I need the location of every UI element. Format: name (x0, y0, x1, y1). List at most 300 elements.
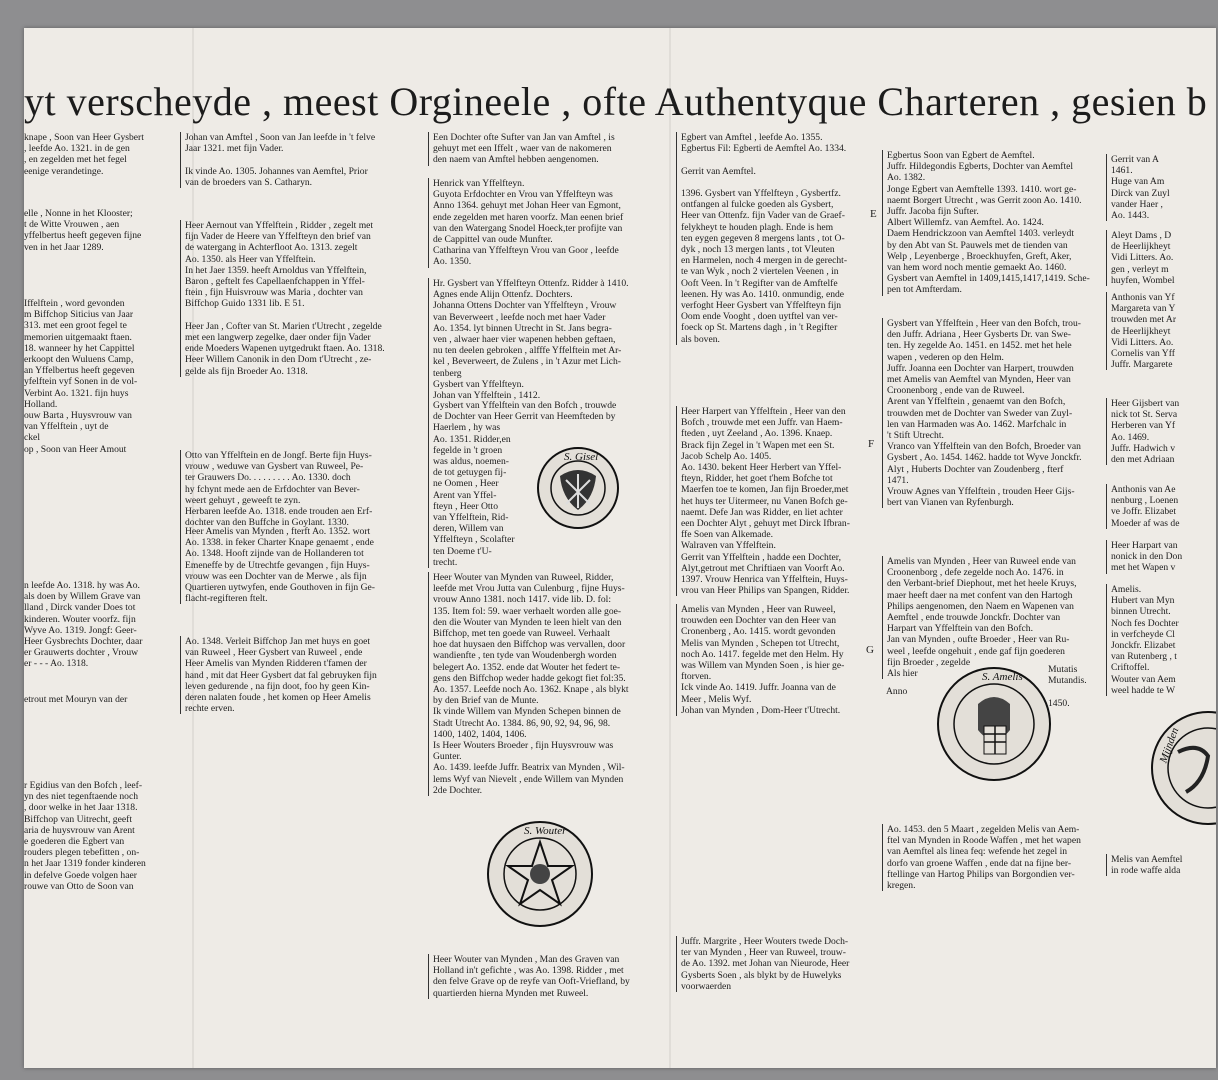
text-line: Ao. 1443. (1111, 210, 1150, 222)
text-line: Huge van Am (1111, 176, 1165, 188)
text-line: In het Jaer 1359. heeft Arnoldus van Yffelftein, (185, 264, 367, 276)
text-line: Johanna Ottens Dochter van Yffelfteyn , Vrouw (433, 300, 617, 312)
text-line: Juffr. Margrite , Heer Wouters twede Doch- (681, 936, 849, 947)
text-line: met Amelis van Aemftel van Mynden, Heer van (887, 374, 1071, 386)
text-line: Dirck van Zuyl (1111, 187, 1170, 199)
text-line: Wyve Ao. 1319. Jongf: Geer- (24, 624, 137, 636)
text-line: Amelis van Mynden , Heer van Ruweel ende van (887, 556, 1076, 567)
text-line: Juffr. Hadwich v (1111, 442, 1176, 454)
text-line: Noch fes Dochter (1111, 617, 1179, 629)
text-line: Vranco van Yffelftein van den Bofch, Broeder van (887, 441, 1081, 453)
text-block (676, 936, 873, 992)
text-line: Heer Aernout van Yffelftein , Ridder , zegelt met (185, 220, 374, 231)
text-line: Vidi Litters. Ao. (1111, 336, 1174, 348)
text-line: leenen. Hy was Ao. 1410. onmundig, ende (681, 288, 845, 300)
text-line: Gysbert , Ao. 1454. 1462. hadde tot Wyve Jonckfr. (887, 452, 1082, 464)
text-line: den met Adriaan (1111, 454, 1175, 466)
text-line: dyk , noch 13 mergen lants , tot Vleuten (681, 244, 835, 256)
text-line: Heer Gijsbert van (1111, 398, 1180, 409)
svg-text:Mijnden: Mijnden (1157, 726, 1182, 765)
text-line: e goederen die Egbert van (24, 836, 125, 848)
text-line: Margareta van Y (1111, 303, 1176, 315)
text-line: yffelbertus heeft gegeven fijne (24, 230, 142, 242)
text-line: hand , mit dat Heer Gysbert dat fal gebruyken fijn (185, 669, 377, 681)
text-line: den die Wouter van Mynden te leen hielt van den (433, 616, 622, 628)
text-line: Jonckfr. Elizabet (1111, 640, 1176, 652)
text-line: ontfangen al fulcke goeden als Gysbert, (681, 199, 834, 211)
text-line: nonick in den Don (1111, 551, 1183, 563)
text-block (1106, 154, 1216, 221)
text-line: Bofch , trouwde met een Juffr. van Haem- (681, 417, 843, 429)
text-line: Croonenborg , defe zegelde noch Ao. 1476. in (887, 567, 1064, 579)
text-line: by den Brief van de Munte. (433, 695, 539, 707)
text-line: Aemftel , ende trouwde Jonckfr. Dochter van (887, 612, 1061, 624)
text-line: ende zegelden met haren voorfz. Man eenen brief (433, 211, 624, 223)
text-line: de Heerlijkheyt (1111, 325, 1171, 337)
text-line: met een langwerp zegelke, daer onder fijn Vader (185, 332, 371, 344)
text-line: nenburg , Loenen (1111, 495, 1179, 507)
svg-text:S. Wouter: S. Wouter (524, 825, 567, 837)
text-line: Is Heer Wouters Broeder , fijn Huysvrouw was (433, 740, 614, 752)
text-line: vander Haer , (1111, 198, 1163, 210)
text-line: Als hier (887, 668, 918, 680)
text-line: Moeder af was de (1111, 517, 1180, 529)
text-line: er - - - Ao. 1318. (24, 658, 89, 670)
text-line: erkoopt den Wuluens Camp, (24, 354, 134, 366)
text-line: Guyota Erfdochter en Vrou van Yffelfteyn was (433, 189, 613, 201)
text-line: Amelis van Mynden , Heer van Ruweel, (681, 604, 836, 615)
text-block (428, 278, 663, 401)
text-line: hy fchynt mede aen de Erfdochter van Bever- (185, 483, 360, 495)
text-line: Heer Harpert van Yffelftein , Heer van den (681, 406, 846, 417)
text-line: huyfen, Wombel (1111, 274, 1175, 286)
text-line: den Verbant-brief Diephout, met het heele Kruys, (887, 578, 1077, 590)
text-block (24, 208, 166, 253)
text-line: Gunter. (433, 751, 462, 763)
text-line: van de broeders van S. Catharyn. (185, 176, 313, 188)
text-line: Ooft Veen. In 't Regifter van de Amftelfe (681, 277, 838, 289)
text-line: 1397. Vrouw Henrica van Yffelftein, Huys- (681, 574, 848, 586)
text-line: aria de huysvrouw van Arent (24, 824, 135, 836)
text-line: van hem word noch mentie gemaekt Ao. 1460. (887, 262, 1067, 274)
text-line: 2de Dochter. (433, 784, 483, 796)
margin-letter: E (870, 208, 877, 220)
text-line: gehuyt met een Iffelt , waer van de nakomeren (433, 143, 612, 155)
text-line: fijn Vader de Heere van Yffelfteyn den brief van (185, 231, 371, 243)
text-line: trouwden een Dochter van den Heer van (681, 615, 837, 627)
text-line: Iffelftein , word gevonden (24, 298, 125, 309)
text-line: van Rutenberg , t (1111, 651, 1177, 663)
text-line: Ao. 1350. als Heer van Yffelftein. (185, 253, 316, 265)
text-line: Ao. 1439. leefde Juffr. Beatrix van Mynden , Wil- (433, 762, 625, 774)
text-line: ve Joffr. Elizabet (1111, 506, 1177, 518)
text-line: vrouw , weduwe van Gysbert van Ruweel, Pe- (185, 461, 364, 473)
text-line: was aldus, noemen- (433, 456, 509, 468)
text-block (180, 450, 421, 528)
text-line: kel , Beverweert, de Zulens , in 't Azur met Lich- (433, 356, 621, 368)
text-line: de Ao. 1392. met Johan van Nieurode, Heer (681, 958, 850, 970)
text-line: 1396. Gysbert van Yffelfteyn , Gysbertfz. (681, 188, 841, 200)
text-line (185, 154, 421, 165)
text-block (1106, 484, 1216, 529)
text-line: Anthonis van Yf (1111, 292, 1175, 303)
text-line: Holland in't gefichte , was Ao. 1398. Ridder , met (433, 965, 624, 977)
text-block (676, 406, 873, 596)
text-line: den Juffr. Adriana , Heer Gysberts Dr. van Swe- (887, 329, 1071, 341)
text-block (1106, 854, 1216, 876)
text-line: elle , Nonne in het Klooster; (24, 208, 133, 219)
text-line: Hubert van Myn (1111, 595, 1175, 607)
text-block (428, 572, 663, 796)
text-line: Maerfen toe te komen, Jan fijn Broeder,met (681, 484, 849, 496)
text-line: Ao. 1357. Leefde noch Ao. 1362. Knape , als blykt (433, 684, 629, 696)
text-line: Ik vinde Willem van Mynden Schepen binnen de (433, 706, 621, 718)
text-block (882, 150, 1107, 296)
text-line: Gysbert van Yffelftein van den Bofch , trouwde (433, 400, 617, 411)
text-line: Verbint Ao. 1321. fijn huys (24, 387, 129, 399)
text-line: dorfo van groene Waffen , ende dat na fijne ber- (887, 857, 1072, 869)
text-line: Gerrit van Yffelftein , hadde een Dochter, (681, 551, 841, 563)
text-line: ter van Mynden , Heer van Ruweel, trouw- (681, 947, 846, 959)
text-line: Aleyt Dams , D (1111, 230, 1172, 241)
text-line: Ick vinde Ao. 1419. Juffr. Joanna van de (681, 682, 836, 694)
text-line: wandienfte , ten tyde van Woudenbergh worden (433, 650, 617, 662)
text-line: 135. Item fol: 59. waer verhaelt worden alle goe- (433, 605, 622, 617)
text-line: er Grauwerts dochter , Vrouw (24, 647, 139, 659)
text-line: Welp , Leyenberge , Broeckhuyfen, Greft, Aker, (887, 250, 1072, 262)
text-line: Criftoffel. (1111, 662, 1150, 674)
anno-label: Anno (886, 686, 908, 697)
text-block (676, 604, 873, 716)
text-line: lland , Dirck vander Does tot (24, 602, 136, 614)
text-block (428, 178, 663, 268)
text-line: ftorven. (681, 671, 712, 683)
text-line: als boven. (681, 333, 720, 345)
mutatis-label: Mutatis (1048, 664, 1078, 675)
mutandis-label: Mutandis. (1048, 675, 1087, 686)
text-line: Alyt,getrout met Chriftiaen van Voorft Ao. (681, 562, 845, 574)
text-line: in rode waffe alda (1111, 865, 1181, 877)
text-line: maer heeft daer na met confent van den Hartogh (887, 589, 1073, 601)
text-line: ftellinge van Hartog Philips van Borgondien ver- (887, 868, 1075, 880)
text-block (882, 824, 1107, 891)
text-line: 1400, 1402, 1404, 1406. (433, 728, 527, 740)
text-line: Oom ende Vooght , doen uytftel van ver- (681, 311, 838, 323)
text-line: naemt. Defe Jan was Ridder, en liet achter (681, 506, 843, 518)
text-line: Baron , geftelt fes Capellaenfchappen in Yffel- (185, 276, 365, 288)
text-line: van Aemftel als linea feq: wefende het zegel in (887, 846, 1068, 858)
text-line: knape , Soon van Heer Gysbert (24, 132, 144, 143)
text-line: trouwden met Ar (1111, 314, 1177, 326)
text-line: met het Wapen v (1111, 562, 1176, 574)
text-line: Walraven van Yffelftein. (681, 540, 776, 552)
text-block (428, 954, 663, 999)
text-line: Gysbert van Aemftel in 1409,1415,1417,1419. Sche- (887, 273, 1090, 285)
text-line: Otto van Yffelftein en de Jongf. Berte fijn Huys- (185, 450, 372, 461)
text-line: Yffelfteyn , Scolafter (433, 534, 515, 546)
text-line: Cornelis van Yff (1111, 348, 1175, 360)
text-line: Ik vinde Ao. 1305. Johannes van Aemftel, Prior (185, 165, 368, 177)
text-line (185, 310, 421, 321)
text-line (681, 177, 873, 188)
text-block (24, 780, 166, 892)
margin-letter: F (868, 438, 875, 450)
text-line: Egbert van Amftel , leefde Ao. 1355. (681, 132, 823, 143)
text-line: Gerrit van A (1111, 154, 1159, 165)
text-line: , leefde Ao. 1321. in de gen (24, 143, 130, 155)
text-line: gelde als fijn Broeder Ao. 1318. (185, 365, 308, 377)
text-line: weert gehuyt , geweeft te zyn. (185, 494, 301, 506)
text-block (24, 580, 166, 670)
text-line: ckel (24, 432, 40, 444)
text-line: vrou van Heer Philips van Spangen, Ridder. (681, 585, 850, 597)
text-line: van Ruweel , Heer Gysbert van Ruweel , ende (185, 647, 363, 659)
text-line: ter Grauwers Do. . . . . . . . . Ao. 1330. doch (185, 472, 351, 484)
text-line: rouwe van Otto de Soon van (24, 880, 134, 892)
text-line: Agnes ende Alijn Ottenfz. Dochters. (433, 289, 573, 301)
text-line: fteden , uyt Zeeland , Ao. 1396. Knaep. (681, 428, 833, 440)
text-line: Ao. 1453. den 5 Maart , zegelden Melis van Aem- (887, 824, 1080, 835)
text-line: etrout met Mouryn van der (24, 694, 128, 705)
text-line: weel , leefde ongehuit , ende gaf fijn goederen (887, 645, 1065, 657)
text-line: weel hadde te W (1111, 684, 1176, 696)
seal-partial-icon (1148, 708, 1216, 828)
text-line: fteyn, Ridder, het goet t'hem Bofche tot (681, 473, 833, 485)
text-line: Holland. (24, 398, 58, 410)
text-line: Heer Wouter van Mynden van Ruweel, Ridder, (433, 572, 614, 583)
text-line: Haerlem , hy was (433, 422, 501, 434)
text-line: naemt Borgert Utrecht , was Gerrit zoon Ao. 1410. (887, 194, 1082, 206)
text-line: Ao. 1382. (887, 172, 926, 184)
text-line: Vrouw Agnes van Yffelftein , trouden Heer Gijs- (887, 486, 1075, 498)
text-line: kregen. (887, 880, 916, 892)
text-line: een Dochter Alyt , gehuyt met Dirck Ifbran- (681, 518, 850, 530)
text-block (882, 556, 1107, 679)
text-line: pen tot Amfterdam. (887, 284, 962, 296)
text-line: ftel van Mynden in Roode Waffen , met het wapen (887, 835, 1081, 847)
text-block (24, 298, 166, 455)
text-line: Heer Amelis van Mynden Ridderen t'famen der (185, 658, 367, 670)
text-line: , door welke in het Jaar 1318. (24, 802, 138, 814)
text-line: ten eygen gegeven 8 mergens lants , tot O- (681, 232, 845, 244)
text-line: Amelis. (1111, 584, 1142, 595)
text-line: Hr. Gysbert van Yffelfteyn Ottenfz. Ridder à 1410. (433, 278, 629, 289)
text-line: vrouw Anno 1381. noch 1417. vide lib. D. fol: (433, 594, 612, 606)
text-line: Heer van Ottenfz. fijn Vader van de Graef- (681, 210, 845, 222)
text-line: Henrick van Yffelfteyn. (433, 178, 525, 189)
text-line: len van Harmaden was Ao. 1462. Marfchalc in (887, 418, 1067, 430)
text-line: de tot getuygen fij- (433, 467, 507, 479)
text-line: Ao. 1351. Ridder,en (433, 433, 511, 445)
text-line: ne Oomen , Heer (433, 478, 499, 490)
text-line: binnen Utrecht. (1111, 606, 1171, 618)
text-line: m Biffchop Siticius van Jaar (24, 309, 134, 321)
text-line: Egbertus Soon van Egbert de Aemftel. (887, 150, 1035, 161)
text-line: Johan van Amftel , Soon van Jan leefde in 't felve (185, 132, 376, 143)
text-line: de Dochter van Heer Gerrit van Heemfteden by (433, 411, 616, 423)
text-line: Jacob Schelp Ao. 1405. (681, 450, 772, 462)
text-line: Wouter van Aem (1111, 673, 1176, 685)
text-block (1106, 292, 1216, 370)
text-line: gen , verleyt m (1111, 263, 1169, 275)
text-line: quartierden hierna Mynden met Ruweel. (433, 987, 589, 999)
seal-wouter-icon (484, 818, 596, 930)
text-block (24, 694, 166, 705)
text-line: in defelve Goede volgen haer (24, 869, 137, 881)
text-line: yn des niet tegenftaende noch (24, 791, 139, 803)
text-line: Heer Gysbrechts Dochter, daar (24, 636, 143, 648)
text-line: Heer Willem Canonik in den Dom t'Utrecht , ze- (185, 354, 372, 366)
text-line: verfoght Heer Gysbert van Yffelfteyn fijn (681, 300, 842, 312)
text-line: bert van Vianen van Ryfenburgh. (887, 497, 1014, 509)
text-line: Emeneffe by de Utrechtfe gevangen , fijn Huys- (185, 559, 370, 571)
text-line: voorwaerden (681, 980, 732, 992)
text-line: Herberen van Yf (1111, 420, 1176, 432)
text-line: leven gedurende , na fijn doot, foo hy geen Kin- (185, 680, 370, 692)
text-line (681, 154, 873, 165)
text-line: 18. wanneer hy het Cappittel (24, 342, 135, 354)
text-line: lems Wyf van Nievelt , ende Willem van Mynden (433, 773, 624, 785)
text-line: Ao. 1469. (1111, 431, 1150, 443)
text-line: Heer Amelis van Mynden , fterft Ao. 1352. wort (185, 526, 371, 537)
text-block (24, 132, 166, 177)
text-line: flacht-regifteren ftelt. (185, 593, 268, 605)
text-line: Heer Wouter van Mynden , Man des Graven van (433, 954, 620, 965)
text-line: Gerrit van Aemftel. (681, 165, 756, 177)
text-line: memorien uitgemaakt ftaen. (24, 331, 132, 343)
text-line: tenberg (433, 367, 462, 379)
text-line: felykheyt te houden plagh. Ende is hem (681, 221, 834, 233)
text-line: Egbertus Fil: Egberti de Aemftel Ao. 1334. (681, 143, 847, 155)
text-line: Stadt Utrecht Ao. 1384. 86, 90, 92, 94, 96, 98. (433, 717, 611, 729)
text-line: ende Moeders Wapenen uytgedrukt ftaen. Ao. 1318. (185, 343, 385, 355)
text-line: kinderen. Wouter voorfz. fijn (24, 613, 136, 625)
text-line: Gysbert van Yffelfteyn. (433, 378, 524, 390)
text-line: Ao. 1354. lyt binnen Utrecht in St. Jans begra- (433, 322, 612, 334)
text-block (1106, 230, 1216, 286)
text-line: 1461. (1111, 165, 1133, 177)
text-line: 1471. (887, 474, 909, 486)
text-line: ten Doeme t'U- (433, 545, 492, 557)
text-line: Ao. 1350. (433, 256, 472, 268)
text-line: ven , alwaer haer vier wapenen hebben geftaen, (433, 334, 616, 346)
text-line: Juffr. Joanna een Dochter van Harpert, trouwden (887, 362, 1074, 374)
year-label: 1450. (1048, 698, 1070, 709)
text-line: belegert Ao. 1352. ende dat Wouter het federt te- (433, 661, 621, 673)
text-block (882, 318, 1107, 508)
text-line: Juffr. Margarete (1111, 359, 1173, 371)
seal-inscription: S. Gisel (564, 451, 599, 463)
text-line: en Harmelen, noch 4 mergen in de gerecht- (681, 255, 848, 267)
text-line: Johan van Mynden , Dom-Heer t'Utrecht. (681, 704, 841, 716)
text-line: Philips aengenomen, den Naem en Wapenen van (887, 600, 1074, 612)
text-line: r Egidius van den Bofch , leef- (24, 780, 143, 791)
text-line: Melis van Aemftel (1111, 854, 1183, 865)
text-line: Ao. 1338. in feker Charter Knape genaemt , ende (185, 537, 374, 549)
text-line: fteyn , Heer Otto (433, 500, 499, 512)
seal-gisel-icon (536, 446, 620, 530)
text-line: nick tot St. Serva (1111, 409, 1178, 421)
text-line: Ao. 1348. Hooft zijnde van de Hollanderen tot (185, 548, 364, 560)
text-line: eenige verandetinge. (24, 165, 104, 177)
text-line: deren, Willem van (433, 523, 504, 535)
text-line: Johan van Yffelftein , 1412. (433, 390, 541, 402)
text-line: Juffr. Jacoba fijn Sufter. (887, 206, 979, 218)
text-line: dochter van den Buffche in Goylant. 1330. (185, 517, 349, 529)
text-block (180, 526, 421, 604)
text-line: deren nalaten foude , het komen op Heer Amelis (185, 692, 371, 704)
text-line: ffe Soen van Alkemade. (681, 529, 774, 541)
text-line: te van Wyk , noch 2 viertelen Veenen , in (681, 266, 839, 278)
svg-text:S. Amelis: S. Amelis (982, 671, 1023, 683)
text-line: ven in het Jaar 1289. (24, 241, 104, 253)
text-block (1106, 540, 1216, 574)
text-line: de Heerlijkheyt (1111, 241, 1171, 253)
text-line: by den Abt van St. Pauwels met de tienden van (887, 239, 1068, 251)
text-line: Albert Willemfz. van Aemftel. Ao. 1424. (887, 217, 1044, 229)
text-line: van den Watergang Snodel Hoeck,ter profijte van (433, 222, 623, 234)
seal-amelis-icon (934, 664, 1054, 784)
text-line: Arent van Yffelftein , genaemt van den Bofch, (887, 396, 1066, 408)
text-line: Melis van Mynden , Schepen tot Utrecht, (681, 637, 840, 649)
text-line: noch Ao. 1417. fegelde met den Helm. Hy (681, 648, 844, 660)
fold-line (669, 28, 671, 1068)
text-line: ouw Barta , Huysvrouw van (24, 410, 132, 422)
text-line: Ao. 1348. Verleit Biffchop Jan met huys en goet (185, 636, 371, 647)
text-line: rechte erven. (185, 703, 235, 715)
text-line: de Cappittel van oude Munfter. (433, 234, 553, 246)
text-line: Ao. 1430. bekent Heer Herbert van Yffel- (681, 462, 842, 474)
text-line: trecht. (433, 556, 458, 568)
text-line: rouders plegen tebefitten , on- (24, 847, 140, 859)
text-line: nu ten deelen gebroken , alfffe Yffelftein met Ar- (433, 345, 622, 357)
text-line: Heer Jan , Cofter van St. Marien t'Utrecht , zegelde (185, 320, 382, 332)
text-line: 313. met een groot fegel te (24, 320, 127, 332)
text-line: ten. Hy zegelde Ao. 1451. en 1452. met het hele (887, 340, 1072, 352)
text-line: als doen by Willem Grave van (24, 591, 141, 603)
text-line: Herbaren leefde Ao. 1318. ende trouden aen Erf- (185, 506, 373, 518)
text-line: an Yffelbertus heeft gegeven (24, 365, 135, 377)
text-line: Brack fijn Zegel in 't Wapen met een St. (681, 439, 835, 451)
text-line: Anthonis van Ae (1111, 484, 1176, 495)
text-line: Anno 1364. gehuyt met Johan Heer van Egmont, (433, 200, 621, 212)
text-line: hoe dat huysaen den Biffchop was vervallen, door (433, 639, 626, 651)
text-line: Daem Hendrickzoon van Aemftel 1403. verleydt (887, 228, 1075, 240)
text-line: Gysbert van Yffelftein , Heer van den Bofch, trou- (887, 318, 1081, 329)
text-line: fijn Broeder , zegelde (887, 656, 971, 668)
text-line: Harpart van Yffelftein van den Bofch. (887, 623, 1033, 635)
text-line: Arent van Yffel- (433, 489, 497, 501)
text-line: den felve Grave op de reyfe van Ooft-Vriefland, by (433, 976, 630, 988)
text-block (180, 636, 421, 714)
text-line: het huys ter Uitermeer, nu Vanen Bofch ge- (681, 495, 848, 507)
margin-letter: G (866, 644, 874, 656)
text-line: fegelde in 't groen (433, 444, 503, 456)
text-line: van Yffelftein , uyt de (24, 421, 109, 433)
text-line: van Yffelftein, Rid- (433, 512, 509, 524)
text-line: vrouw was een Dochter van de Merwe , als fijn (185, 570, 367, 582)
text-line: Cronenberg , Ao. 1415. wordt gevonden (681, 626, 836, 638)
text-line: Biffchop van Uitrecht, geeft (24, 813, 132, 825)
page-title: yt verscheyde , meest Orgineele , ofte Authentyque Charteren , gesien b (24, 79, 1208, 124)
text-line: op , Soon van Heer Amout (24, 443, 127, 455)
text-line: Alyt , Huberts Dochter van Zoudenberg , fterf (887, 463, 1064, 475)
text-line: Gysberts Soen , als blykt by de Huwelyks (681, 969, 842, 981)
text-line: Jonge Egbert van Aemftelle 1393. 1410. wort ge- (887, 183, 1077, 195)
text-block (428, 132, 663, 166)
text-line: Juffr. Hildegondis Egberts, Dochter van Aemftel (887, 161, 1074, 173)
text-line: Biffchop, met ten goede van Ruweel. Verhaalt (433, 628, 611, 640)
